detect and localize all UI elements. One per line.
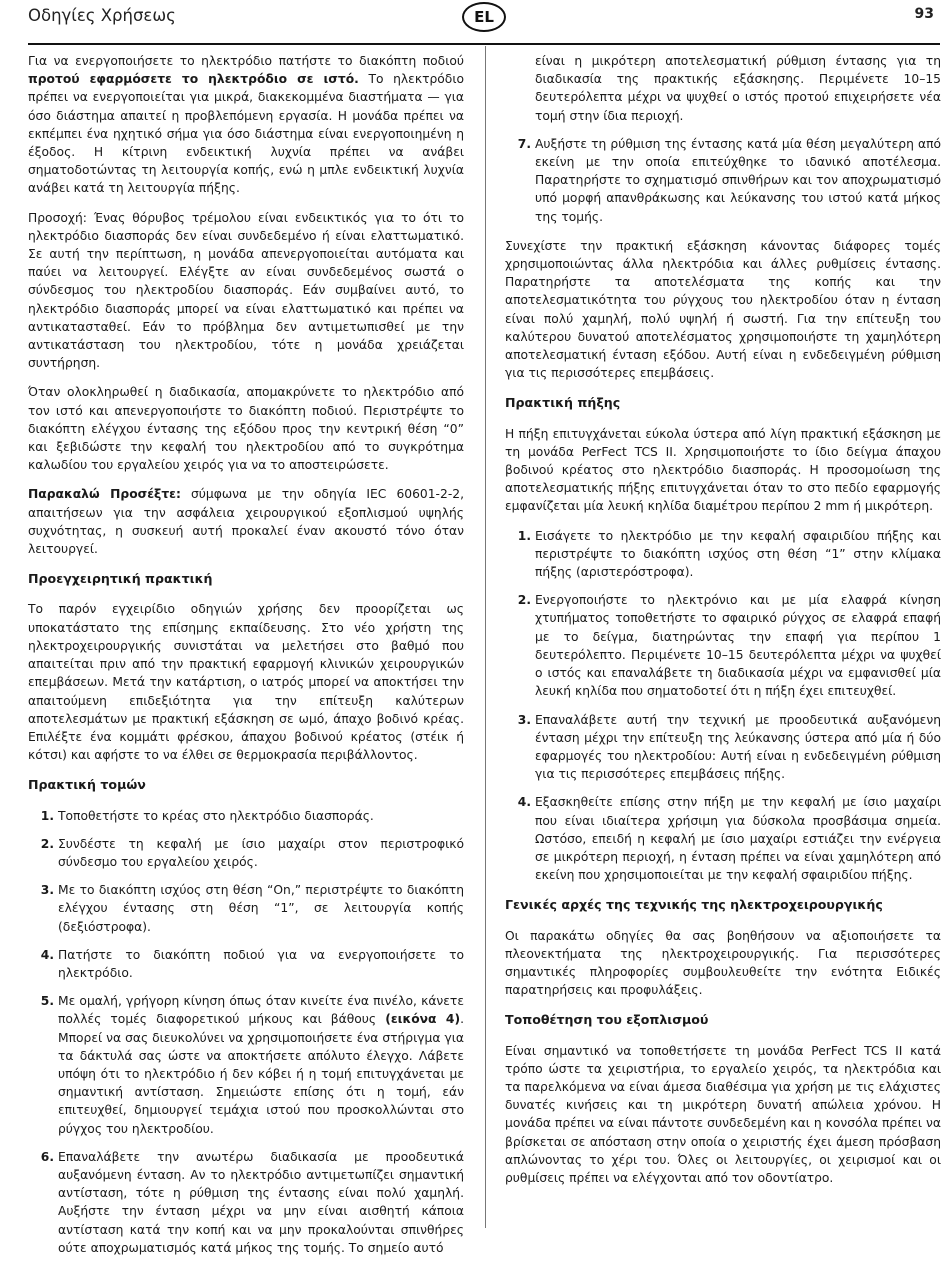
column-divider	[485, 46, 486, 1228]
step-text: Αυξήστε τη ρύθμιση της έντασης κατά μία θέση μεγαλύτερη από εκείνη με την οποία επιτεύχθηκε το ιδανικό αποτέλεσμα. Παρατηρήστε το σχηματισμό σπινθήρων και τον αποχρωματισμό υπό μορφή απανθράκωσης και λεύκανσης του ιστού κατά μήκος της τομής.	[535, 136, 941, 224]
list-item	[28, 881, 464, 936]
text-span: . Μπορεί να σας διευκολύνει να χρησιμοποιήσετε ένα στήριγμα για τα δάκτυλά σας ώστε να αποκτήσετε απόλυτο έλεγχο. Λάβετε υπόψη ότι το ηλεκτρόδιο ή δεν κόβει ή η τομή επιτυγχάνεται με σημαντική αντίσταση. Σημειώστε επίσης ότι η τομή, εάν επιτευχθεί, δημιουργεί τεμάχια ιστού που προσκολλώνται στο ρύγχος του ηλεκτροδίου.	[58, 1012, 464, 1136]
bold-span: προτού εφαρμόσετε το ηλεκτρόδιο σε ιστό.	[28, 72, 359, 87]
notice-paragraph	[28, 485, 464, 558]
step-text: Πατήστε το διακόπτη ποδιού για να ενεργοποιήσετε το ηλεκτρόδιο.	[58, 947, 464, 980]
preclinical-paragraph: Το παρόν εγχειρίδιο οδηγιών χρήσης δεν προορίζεται ως υποκατάστατο της επίσημης εκπαίδευσης. Στο νέο χρήστη της ηλεκτροχειρουργικής συνιστάται να μελετήσει στο βαθμό που απαιτείται πριν από την πρακτική εφαρμογή κλινικών χειρουργικών επεμβάσεων. Μετά την κατάρτιση, ο ιατρός μπορεί να αποκτήσει την απαιτούμενη επιδεξιότητα για την επίτευξη καλύτερων αποτελεσμάτων με πρακτική εξάσκηση σε ωμό, άπαχο βοδινό κρέας. Επιλέξτε ένα κομμάτι φρέσκου, άπαχου βοδινού κρέατος (στέικ ή κότσι) και αφήστε το να έλθει σε θερμοκρασία περιβάλλοντος.	[28, 602, 464, 763]
section-heading-preclinical: Προεγχειρητική πρακτική	[28, 571, 213, 587]
list-item	[28, 835, 464, 871]
activation-paragraph	[28, 52, 464, 198]
principles-paragraph: Οι παρακάτω οδηγίες θα σας βοηθήσουν να αξιοποιήσετε τα πλεονεκτήματα της ηλεκτροχειρουργικής. Για περισσότερες σημαντικές πληροφορίες συμβουλευθείτε την ενότητα Ειδικές παρατηρήσεις και προφυλάξεις.	[505, 928, 941, 998]
step-number: 3.	[40, 883, 54, 898]
page-header	[0, 0, 950, 46]
list-item	[505, 711, 941, 784]
step-number: 4.	[40, 947, 54, 962]
step-text: Επαναλάβετε την ανωτέρω διαδικασία με προοδευτικά αυξανόμενη ένταση. Αν το ηλεκτρόδιο αντιμετωπίζει σημαντική αντίσταση, τότε η ρύθμιση της έντασης είναι πολύ χαμηλή. Αυξήστε την ένταση μέχρι να μην είναι αισθητή κάποια αντίσταση κατά την κοπή και να μην προκαλούνται σπινθήρες ούτε αποχρωματισμός κατά μήκος της τομής. Το σημείο αυτό	[58, 1149, 464, 1255]
step-number: 1.	[517, 528, 531, 543]
step-number: 5.	[40, 994, 54, 1009]
step-number: 7.	[517, 136, 531, 151]
continue-practice-paragraph: Συνεχίστε την πρακτική εξάσκηση κάνοντας διάφορες τομές χρησιμοποιώντας άλλα ηλεκτρόδια και άλλες ρυθμίσεις έντασης. Παρατηρήστε τα αποτελέσματα της κοπής και την αποτελεσματικότητα του ρύγχους του ηλεκτροδίου όταν η ένταση είναι πολύ χαμηλή, πολύ υψηλή ή σωστή. Για την επίτευξη του καλύτερου δυνατού αποτελέσματος χρησιμοποιήστε τη χαμηλότερη αποτελεσματική ένταση εξόδου. Αυτή είναι η ενδεδειγμένη ρύθμιση για τις περισσότερες επεμβάσεις.	[505, 238, 941, 381]
list-item	[505, 527, 941, 582]
list-item	[505, 591, 941, 700]
section-heading-placement: Τοποθέτηση του εξοπλισμού	[505, 1012, 709, 1028]
header-rule	[28, 43, 940, 45]
coagulation-paragraph: Η πήξη επιτυγχάνεται εύκολα ύστερα από λίγη πρακτική εξάσκηση με τη μονάδα PerFect TCS II. Χρησιμοποιήστε το ίδιο δείγμα άπαχου βοδινού κρέατος στο ηλεκτρόδιο διασποράς. Η προσομοίωση της αποτελεσματικής πήξης επιτυγχάνεται όταν το στο πεδίο εφαρμογής εμφανίζεται μία λευκή κηλίδα διαμέτρου περίπου 2 mm ή μικρότερη.	[505, 426, 941, 514]
step-text: Τοποθετήστε το κρέας στο ηλεκτρόδιο διασποράς.	[58, 808, 374, 823]
text-span: Για να ενεργοποιήσετε το ηλεκτρόδιο πατήστε το διακόπτη ποδιού	[28, 54, 464, 68]
step-continuation: είναι η μικρότερη αποτελεσματική ρύθμιση έντασης για τη διαδικασία της πρακτικής εξάσκησης. Περιμένετε 10–15 δευτερόλεπτα μέχρι να ψυχθεί ο ιστός προτού επιχειρήσετε νέα τομή στην ίδια περιοχή.	[535, 54, 941, 123]
step-text: Εξασκηθείτε επίσης στην πήξη με την κεφαλή με ίσιο μαχαίρι που είναι ιδιαίτερα χρήσιμη για δύσκολα προσβάσιμα σημεία. Ωστόσο, επειδή η κεφαλή με ίσιο μαχαίρι εστιάζει την ενέργεια σε μικρότερη περιοχή, η ένταση πρέπει να είναι χαμηλότερη από εκείνη που χρησιμοποιείται με την κεφαλή σφαιριδίου πήξης.	[535, 795, 941, 883]
list-item	[28, 1148, 464, 1257]
page-number: 93	[914, 6, 934, 22]
text-span: σύμφωνα με την οδηγία IEC 60601-2-2, απαιτήσεων για την ασφάλεια χειρουργικού εξοπλισμού υψηλής συχνότητας, η συσκευή αυτή προκαλεί έναν ακουστό τόνο όταν λειτουργεί.	[28, 487, 464, 557]
step-number: 6.	[40, 1149, 54, 1164]
step-number: 1.	[40, 808, 54, 823]
step-text: Εισάγετε το ηλεκτρόδιο με την κεφαλή σφαιριδίου πήξης και περιστρέψτε το διακόπτη ισχύος στη θέση “1” στην κλίμακα πήξης (αριστερόστροφα).	[535, 528, 941, 580]
list-item	[28, 946, 464, 982]
section-heading-cutting: Πρακτική τομών	[28, 777, 146, 793]
cutting-steps-continued	[505, 135, 941, 226]
list-item	[505, 793, 941, 884]
step-text	[58, 992, 464, 1138]
step-number: 2.	[40, 836, 54, 851]
header-title: Οδηγίες Χρήσεως	[28, 6, 176, 25]
coagulation-steps	[505, 527, 941, 885]
text-span: Με ομαλή, γρήγορη κίνηση όπως όταν κινείτε ένα πινέλο, κάνετε πολλές τομές διαφορετικού μήκους και βάθους	[58, 994, 464, 1027]
bold-span: Παρακαλώ Προσέξτε:	[28, 487, 181, 502]
step-number: 4.	[517, 795, 531, 810]
step-number: 3.	[517, 712, 531, 727]
list-item	[28, 807, 464, 825]
text-span: Το ηλεκτρόδιο πρέπει να ενεργοποιείται για μικρά, διακεκομμένα διαστήματα — για όσο διάστημα απαιτεί η προβλεπόμενη εργασία. Η μονάδα πρέπει να εκπέμπει ένα ηχητικό σήμα για όσο διάστημα είναι ενεργοποιημένη η έξοδος. Η κίτρινη ενδεικτική λυχνία πρέπει να ανάβει σηματοδοτώντας τη λειτουργία κοπής, ενώ η μπλε ενδεικτική λυχνία ανάβει κατά τη λειτουργία πήξης.	[28, 72, 465, 196]
right-column	[505, 52, 941, 1198]
step-text: Με το διακόπτη ισχύος στη θέση “On,” περιστρέψτε το διακόπτη ελέγχου έντασης στη θέση “1”, σε λειτουργία κοπής (δεξιόστροφα).	[58, 883, 464, 934]
language-badge: EL	[462, 2, 506, 32]
section-heading-coagulation: Πρακτική πήξης	[505, 395, 621, 411]
section-heading-principles: Γενικές αρχές της τεχνικής της ηλεκτροχειρουργικής	[505, 897, 883, 913]
left-column	[28, 52, 464, 1268]
cutting-steps	[28, 807, 464, 1257]
list-item	[28, 992, 464, 1138]
figure-reference: (εικόνα 4)	[385, 1012, 461, 1027]
step-text: Συνδέστε τη κεφαλή με ίσιο μαχαίρι στον περιστροφικό σύνδεσμο του εργαλείου χειρός.	[58, 836, 464, 869]
placement-paragraph: Είναι σημαντικό να τοποθετήσετε τη μονάδα PerFect TCS II κατά τρόπο ώστε τα χειριστήρια, το εργαλείο χειρός, τα ηλεκτρόδια και τα παρελκόμενα να είναι άμεσα διαθέσιμα για χρήση με τις ελάχιστες δυνατές κινήσεις και τη μικρότερη δυνατή απώλεια χρόνου. Η μονάδα πρέπει να είναι πάντοτε συνδεδεμένη και η κονσόλα πρέπει να βρίσκεται σε απόσταση στην οποία ο χειριστής έχει άμεση πρόσβαση απλώνοντας το χέρι του. Όλες οι λειτουργίες, οι χειρισμοί και οι ρυθμίσεις πρέπει να ελέγχονται από τον οδοντίατρο.	[505, 1043, 941, 1185]
step-number: 2.	[517, 593, 531, 608]
caution-paragraph: Προσοχή: Ένας θόρυβος τρέμολου είναι ενδεικτικός για το ότι το ηλεκτρόδιο διασποράς δεν είναι συνδεδεμένο ή είναι ελαττωματικό. Σε αυτή την περίπτωση, η μονάδα απενεργοποιείται αυτόματα και παύει να λειτουργεί. Ελέγξτε αν είναι συνδεδεμένος σωστά ο σύνδεσμος του ηλεκτροδίου διασποράς. Εάν συμβαίνει αυτό, το ηλεκτρόδιο διασποράς μπορεί να είναι ελαττωματικό και πρέπει να αντικατασταθεί. Εάν το πρόβλημα δεν αντιμετωπισθεί με την αντικατάσταση του ηλεκτροδίου, τότε η μονάδα χρειάζεται συντήρηση.	[28, 210, 464, 371]
step-text: Επαναλάβετε αυτή την τεχνική με προοδευτικά αυξανόμενη ένταση μέχρι την επίτευξη της λεύκανσης ύστερα από μία ή δύο εφαρμογές του ηλεκτροδίου: Αυτή είναι η ενδεδειγμένη ρύθμιση για τις περισσότερες επεμβάσεις πήξης.	[535, 712, 941, 782]
completion-paragraph: Όταν ολοκληρωθεί η διαδικασία, απομακρύνετε το ηλεκτρόδιο από τον ιστό και απενεργοποιήστε το διακόπτη ποδιού. Περιστρέψτε το διακόπτη ελέγχου έντασης της εξόδου προς την κεντρική θέση “0” και ξεβιδώστε την κεφαλή του ηλεκτροδίου από το συγκρότημα καλωδίου του εργαλείου χειρός για να το αποστειρώσετε.	[28, 385, 464, 473]
list-item	[505, 135, 941, 226]
step-text: Ενεργοποιήστε το ηλεκτρόνιο και με μία ελαφρά κίνηση χτυπήματος τοποθετήστε το σφαιρικό ρύγχος σε ελαφρά επαφή με το δείγμα, διατηρώντας την επαφή για περίπου 1 δευτερόλεπτο. Περιμένετε 10–15 δευτερόλεπτα μέχρι να ψυχθεί ο ιστός και επαναλάβετε τη διαδικασία μέχρι να εμφανισθεί μία λευκή κηλίδα που σηματοδοτεί ότι η πήξη έχει επιτευχθεί.	[535, 593, 941, 699]
